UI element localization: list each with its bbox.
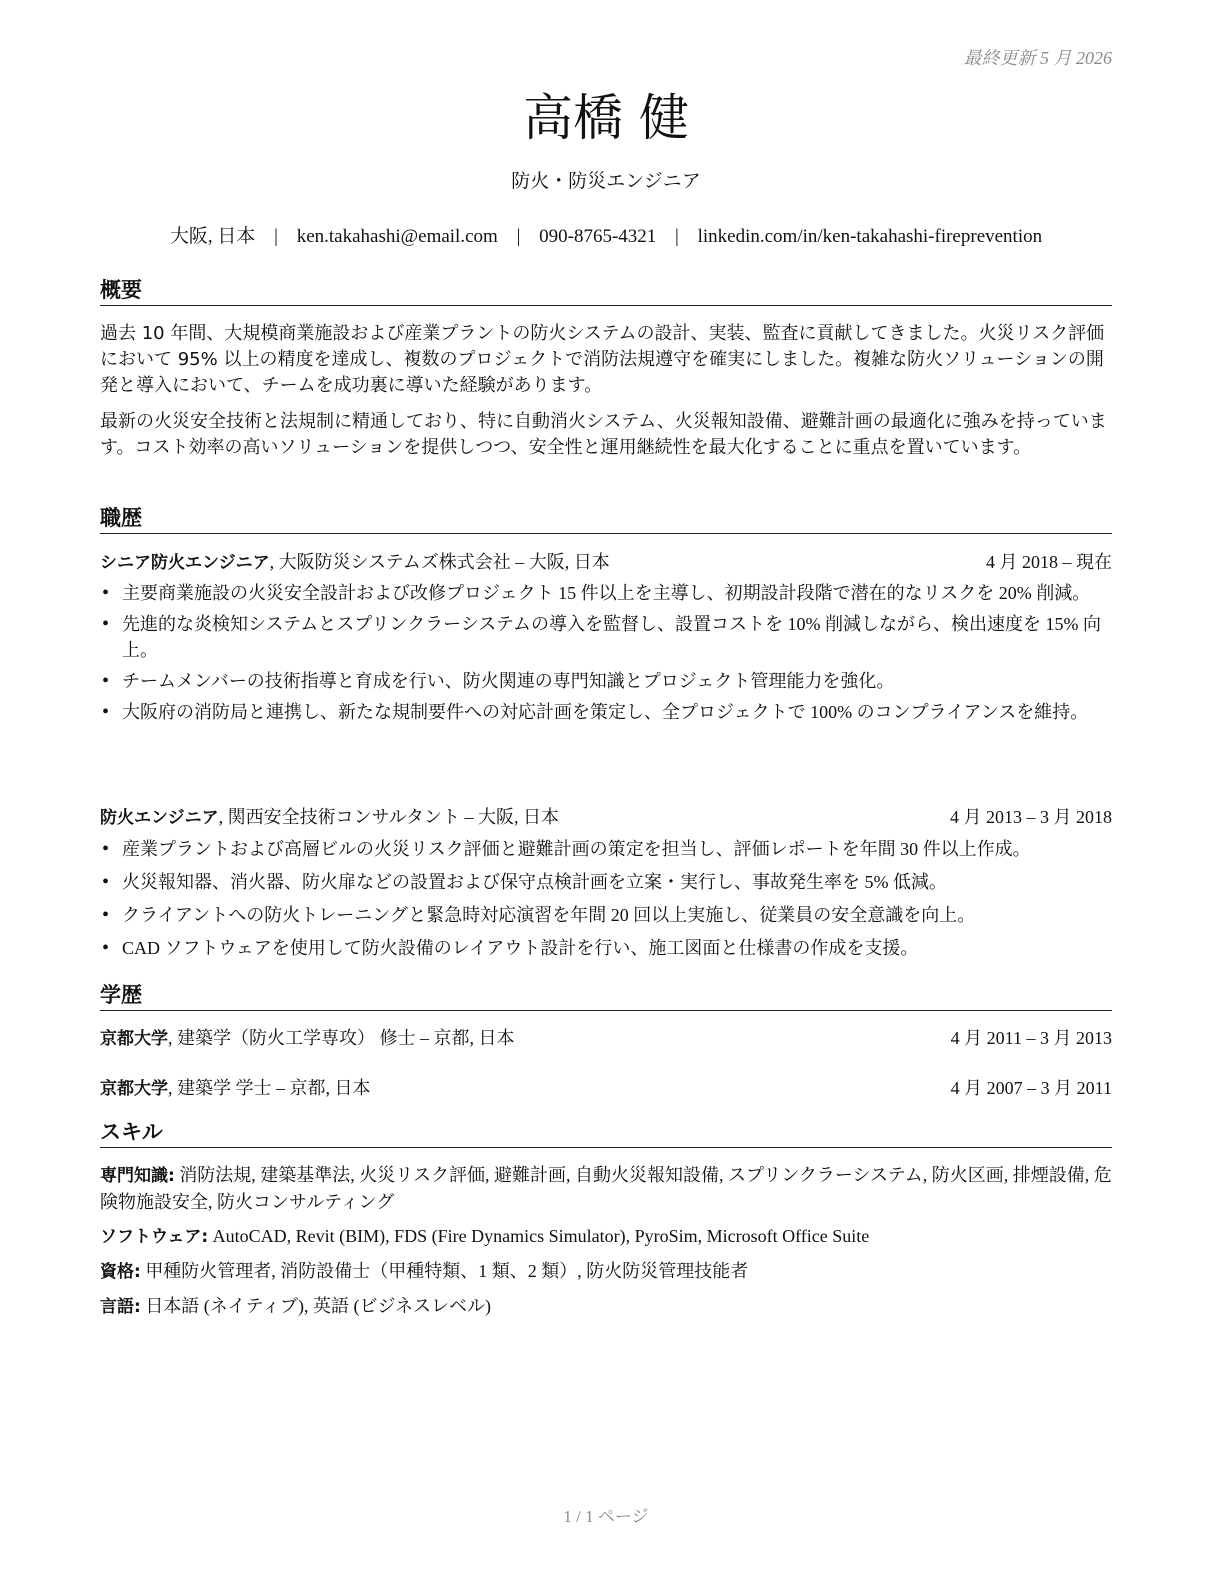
education-school: 京都大学: [100, 1029, 168, 1049]
education-school: 京都大学: [100, 1079, 168, 1099]
last-updated: 最終更新 5 月 2026: [963, 48, 1112, 68]
skill-label: ソフトウェア:: [100, 1227, 209, 1247]
job-dates: 4 月 2013 – 3 月 2018: [950, 807, 1112, 827]
skill-line: [100, 1293, 1112, 1320]
section-heading-education: 学歴: [100, 981, 1112, 1011]
page-number: 1 / 1 ページ: [563, 1507, 649, 1526]
contact-separator: |: [274, 226, 278, 247]
list-item: • クライアントへの防火トレーニングと緊急時対応演習を年間 20 回以上実施し、従業員の安全意識を向上。: [100, 902, 1112, 928]
section-heading-experience: 職歴: [100, 504, 1112, 534]
contact-line: [100, 225, 1112, 249]
skill-label: 専門知識:: [100, 1166, 175, 1186]
list-item: • CAD ソフトウェアを使用して防火設備のレイアウト設計を行い、施工図面と仕様書の作成を支援。: [100, 935, 1112, 961]
summary-paragraph: 最新の火災安全技術と法規制に精通しており、特に自動消火システム、火災報知設備、避難計画の最適化に強みを持っています。コスト効率の高いソリューションを提供しつつ、安全性と運用継続性を最大化することに重点を置いています。: [100, 411, 1107, 458]
skill-value: 日本語 (ネイティブ), 英語 (ビジネスレベル): [140, 1296, 491, 1316]
skill-line: [100, 1223, 1112, 1250]
education-degree-line: [100, 1025, 515, 1052]
job-dates: 4 月 2018 – 現在: [986, 552, 1112, 572]
job-company: , 大阪防災システムズ株式会社 – 大阪, 日本: [269, 552, 610, 572]
skill-label: 言語:: [100, 1297, 141, 1317]
contact-separator: |: [675, 226, 679, 247]
job-role-line: [100, 549, 610, 576]
list-item: • 先進的な炎検知システムとスプリンクラーシステムの導入を監督し、設置コストを 10% 削減しながら、検出速度を 15% 向上。: [100, 611, 1112, 663]
list-item: • 火災報知器、消火器、防火扉などの設置および保守点検計画を立案・実行し、事故発生率を 5% 低減。: [100, 869, 1112, 895]
skill-value: 消防法規, 建築基準法, 火災リスク評価, 避難計画, 自動火災報知設備, スプリンクラーシステム, 防火区画, 排煙設備, 危険物施設安全, 防火コンサルティング: [100, 1165, 1112, 1212]
list-item: • 大阪府の消防局と連携し、新たな規制要件への対応計画を策定し、全プロジェクトで 100% のコンプライアンスを維持。: [100, 699, 1112, 725]
job-bullets: [100, 836, 1112, 968]
education-degree-line: [100, 1075, 371, 1102]
job-role: 防火エンジニア: [100, 808, 219, 828]
list-item: • 主要商業施設の火災安全設計および改修プロジェクト 15 件以上を主導し、初期設計段階で潜在的なリスクを 20% 削減。: [100, 580, 1112, 606]
education-entry: [100, 1075, 1112, 1101]
education-entry: [100, 1025, 1112, 1051]
job-title: 防火・防災エンジニア: [511, 171, 701, 192]
contact-separator: |: [516, 226, 521, 247]
skill-line: [100, 1258, 1112, 1285]
contact-linkedin-link[interactable]: linkedin.com/in/ken-takahashi-fireprevention: [697, 226, 1043, 247]
contact-phone: 090-8765-4321: [539, 226, 657, 247]
section-heading-skills: スキル: [100, 1118, 1112, 1148]
job-company: , 関西安全技術コンサルタント – 大阪, 日本: [218, 807, 559, 827]
skill-label: 資格:: [100, 1262, 141, 1282]
education-degree: , 建築学 学士 – 京都, 日本: [168, 1078, 371, 1098]
job-header: [100, 549, 1112, 575]
education-dates: 4 月 2007 – 3 月 2011: [950, 1078, 1112, 1098]
education-degree: , 建築学（防火工学専攻） 修士 – 京都, 日本: [168, 1028, 515, 1048]
skill-value: 甲種防火管理者, 消防設備士（甲種特類、1 類、2 類）, 防火防災管理技能者: [140, 1261, 749, 1281]
list-item: • チームメンバーの技術指導と育成を行い、防火関連の専門知識とプロジェクト管理能力を強化。: [100, 668, 1112, 694]
section-heading-summary: 概要: [100, 276, 1112, 306]
job-role-line: [100, 804, 559, 831]
contact-location: 大阪, 日本: [169, 226, 256, 247]
candidate-name: 高橋 健: [523, 89, 689, 147]
job-bullets: [100, 580, 1112, 730]
education-dates: 4 月 2011 – 3 月 2013: [950, 1028, 1112, 1048]
skill-line: [100, 1162, 1112, 1215]
job-header: [100, 804, 1112, 830]
skill-value: AutoCAD, Revit (BIM), FDS (Fire Dynamics Simulator), PyroSim, Microsoft Office Suite: [208, 1226, 870, 1246]
list-item: • 産業プラントおよび高層ビルの火災リスク評価と避難計画の策定を担当し、評価レポートを年間 30 件以上作成。: [100, 836, 1112, 862]
job-role: シニア防火エンジニア: [100, 553, 270, 573]
contact-email-link[interactable]: ken.takahashi@email.com: [296, 226, 498, 247]
resume-page: [100, 0, 1112, 1584]
summary-paragraph: 過去 10 年間、大規模商業施設および産業プラントの防火システムの設計、実装、監査に貢献してきました。火災リスク評価において 95% 以上の精度を達成し、複数のプロジェクトで消防法規遵守を確実にしました。複雑な防火ソリューションの開発と導入において、チームを成功裏に導いた経験があります。: [100, 323, 1105, 396]
